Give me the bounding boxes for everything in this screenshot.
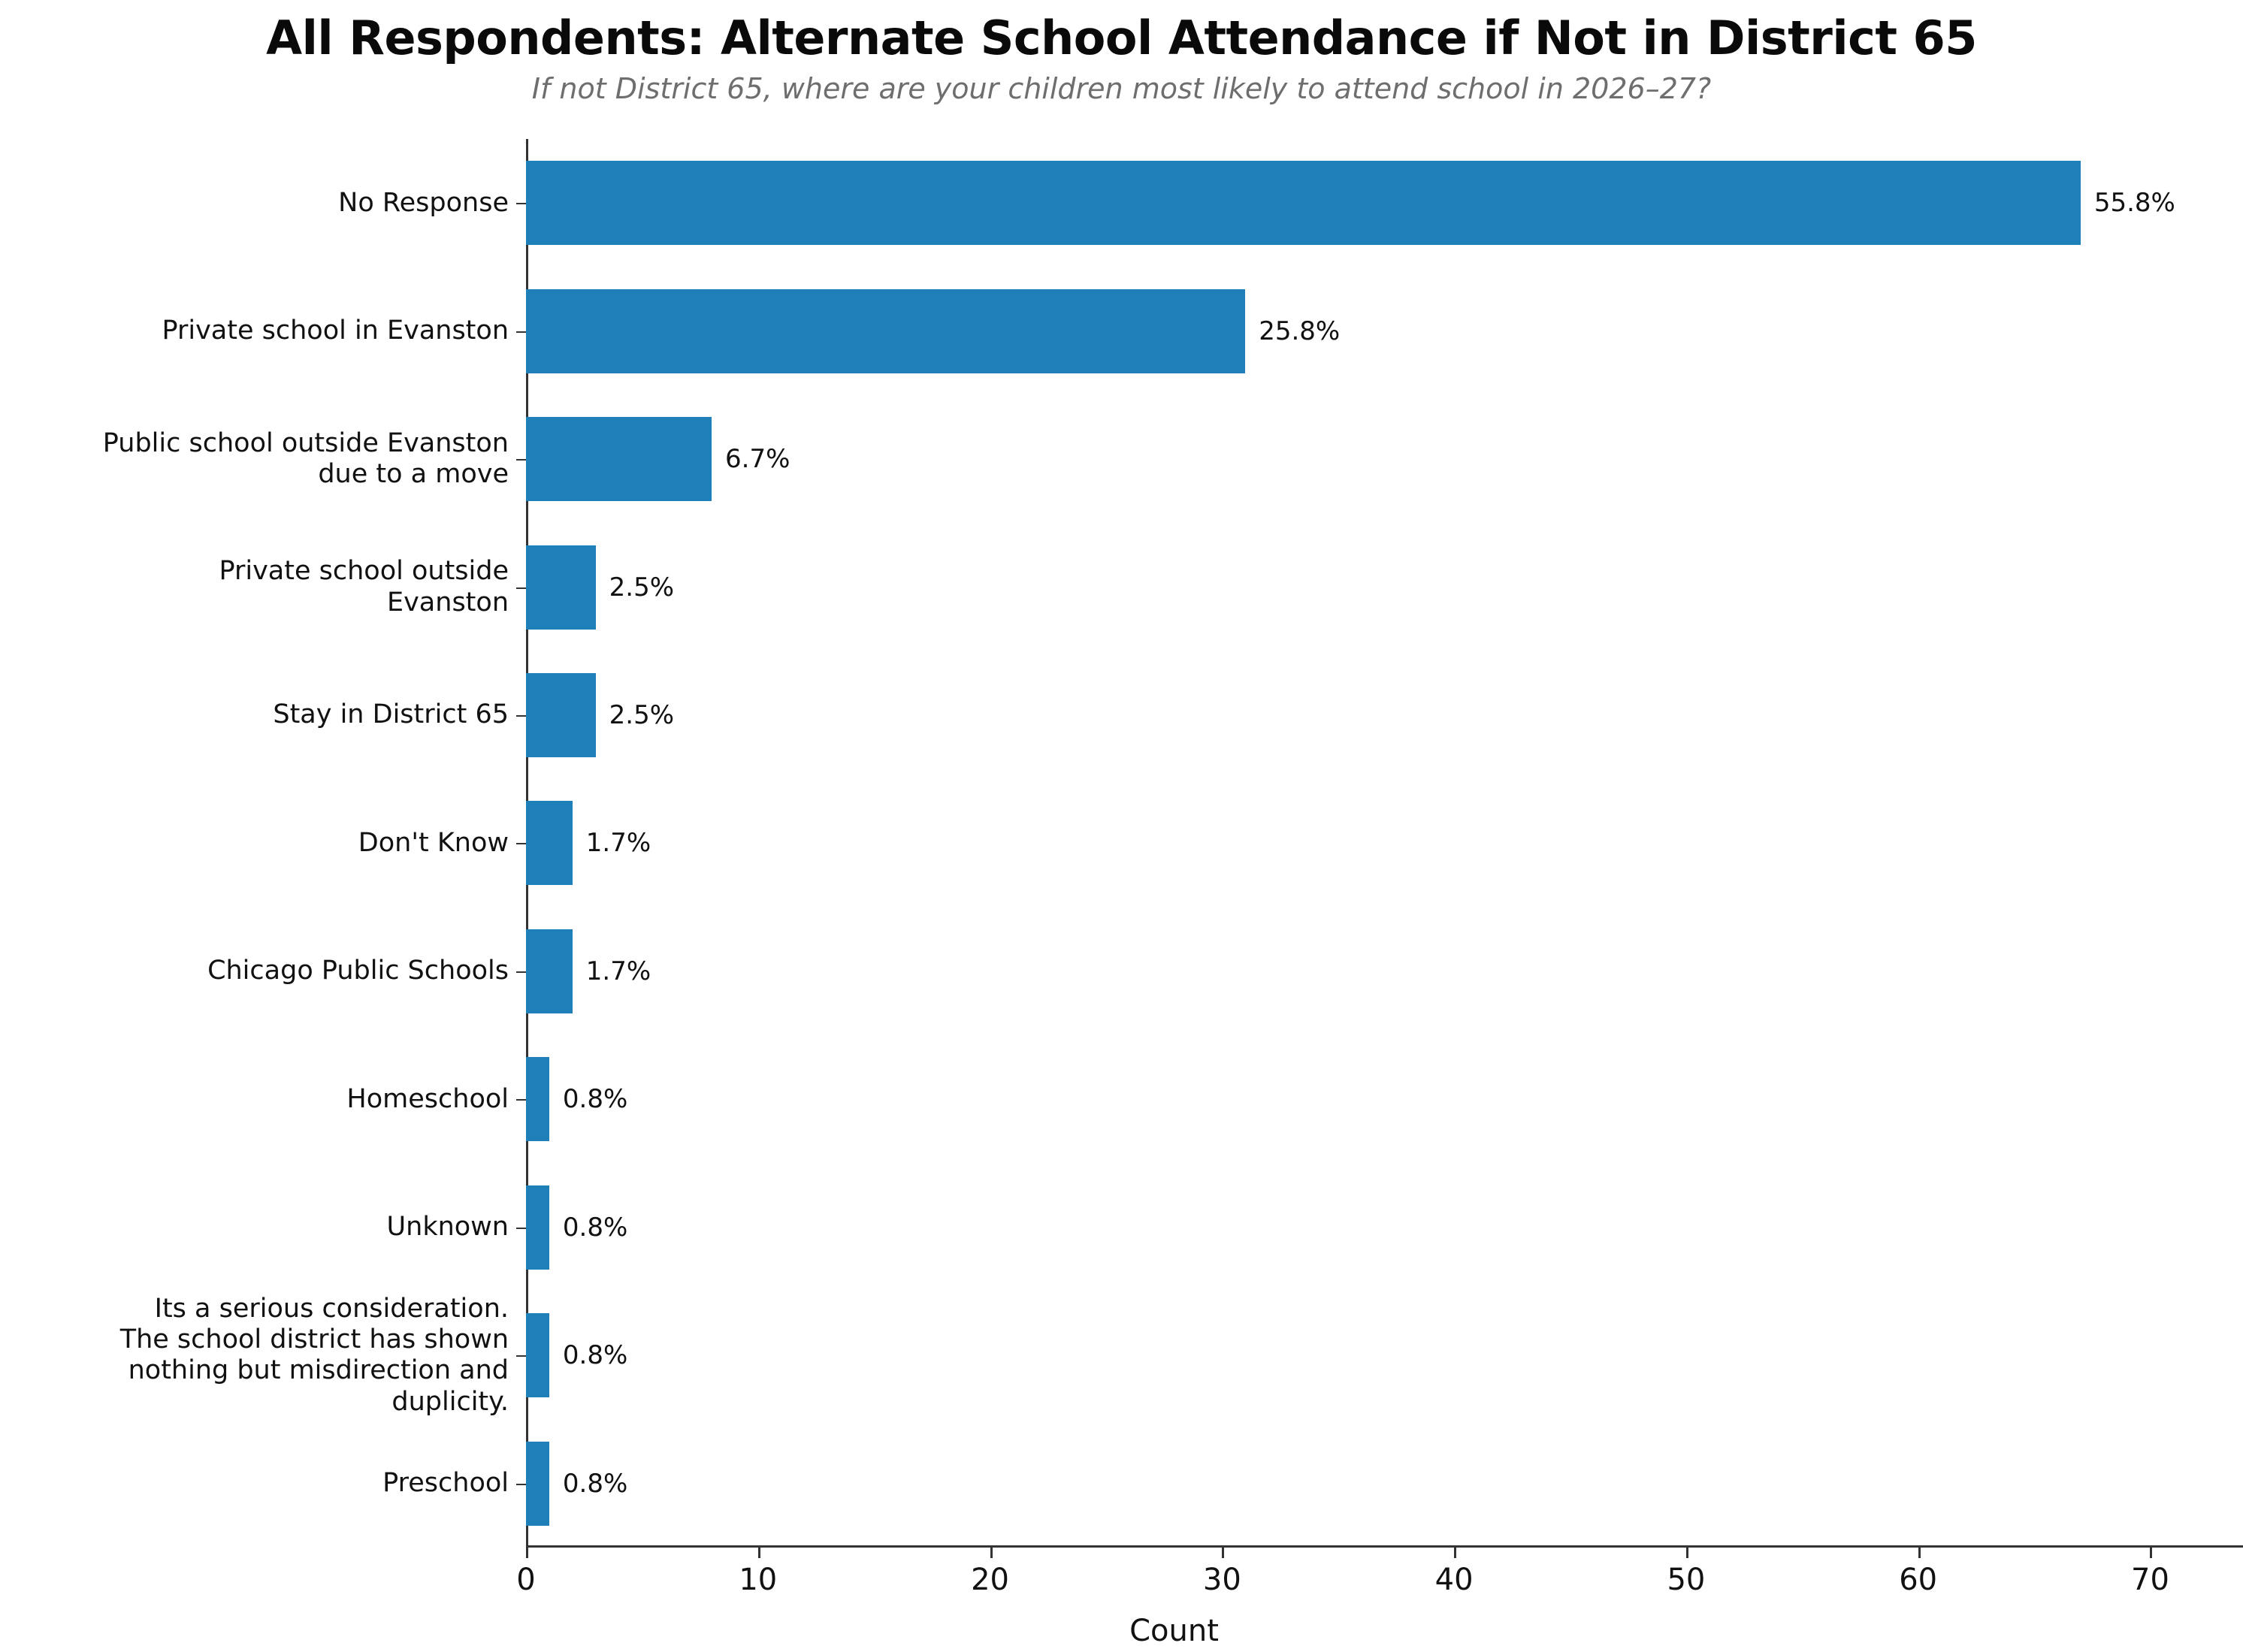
x-axis-tick-label: 30 bbox=[1202, 1563, 1241, 1597]
x-axis-tick bbox=[1222, 1548, 1224, 1558]
y-axis-tick bbox=[516, 1355, 526, 1357]
bar[interactable] bbox=[526, 545, 596, 630]
chart-title: All Respondents: Alternate School Attendance if Not in District 65 bbox=[266, 11, 1977, 65]
x-axis-title bbox=[0, 1614, 2243, 1648]
bar-row bbox=[338, 139, 2243, 267]
x-axis-tick-label: 50 bbox=[1667, 1563, 1706, 1597]
bar-value-label: 0.8% bbox=[562, 1212, 628, 1243]
bar[interactable] bbox=[526, 1313, 549, 1397]
bar[interactable] bbox=[526, 289, 1245, 373]
bar-value-label: 25.8% bbox=[1259, 316, 1341, 346]
x-axis-tick-label: 60 bbox=[1899, 1563, 1938, 1597]
x-axis-tick bbox=[990, 1548, 993, 1558]
category-label-text: Preschool bbox=[382, 1468, 509, 1499]
bar-row bbox=[382, 1420, 2243, 1548]
y-axis-tick bbox=[516, 203, 526, 204]
bar-row bbox=[219, 523, 2243, 651]
category-label-text: Private school in Evanston bbox=[162, 316, 509, 346]
category-label bbox=[0, 1291, 509, 1419]
y-axis-tick bbox=[516, 843, 526, 844]
bar-row bbox=[346, 1035, 2243, 1163]
bar[interactable] bbox=[526, 929, 573, 1013]
x-axis-tick bbox=[1454, 1548, 1456, 1558]
bar[interactable] bbox=[526, 161, 2081, 245]
category-label bbox=[0, 267, 509, 394]
x-axis-tick bbox=[1686, 1548, 1688, 1558]
bar-row bbox=[162, 267, 2243, 394]
y-axis-tick bbox=[516, 1228, 526, 1229]
bar-value-label: 2.5% bbox=[609, 572, 675, 603]
y-axis-tick bbox=[516, 715, 526, 717]
x-axis-tick-label: 0 bbox=[516, 1563, 536, 1597]
bar[interactable] bbox=[526, 1185, 549, 1270]
bar-value-label: 55.8% bbox=[2093, 188, 2175, 219]
category-label bbox=[0, 1035, 509, 1163]
bar-row bbox=[119, 1291, 2243, 1419]
plot-area bbox=[102, 139, 2243, 1548]
category-label bbox=[0, 1420, 509, 1548]
bar-value-label: 0.8% bbox=[562, 1468, 628, 1499]
x-axis-tick-label: 70 bbox=[2131, 1563, 2169, 1597]
category-label-text: No Response bbox=[338, 187, 509, 218]
category-label-text: Unknown bbox=[386, 1212, 509, 1243]
bar-row bbox=[358, 779, 2243, 907]
category-label bbox=[0, 523, 509, 651]
bar-value-label: 0.8% bbox=[562, 1340, 628, 1371]
bar[interactable] bbox=[526, 1442, 549, 1526]
x-axis-tick bbox=[2150, 1548, 2152, 1558]
y-axis-tick bbox=[516, 1099, 526, 1101]
bar-row bbox=[102, 395, 2243, 523]
bars-layer bbox=[102, 139, 2243, 1548]
bar-row bbox=[273, 651, 2243, 779]
category-label bbox=[0, 395, 509, 523]
bar-value-label: 2.5% bbox=[609, 700, 675, 731]
x-axis-tick bbox=[758, 1548, 760, 1558]
category-label bbox=[0, 1164, 509, 1291]
bar-value-label: 1.7% bbox=[585, 828, 651, 859]
x-axis-tick-label: 40 bbox=[1434, 1563, 1474, 1597]
x-axis-title-text: Count bbox=[1129, 1614, 1219, 1648]
category-label-text: Private school outside Evanston bbox=[219, 556, 509, 618]
bar-value-label: 6.7% bbox=[725, 444, 790, 475]
bar-row bbox=[207, 908, 2243, 1035]
x-axis-tick-label: 10 bbox=[739, 1563, 778, 1597]
bar-row bbox=[386, 1164, 2243, 1291]
bar[interactable] bbox=[526, 1057, 549, 1141]
y-axis-tick bbox=[516, 587, 526, 589]
x-axis-tick bbox=[1918, 1548, 1921, 1558]
chart-subtitle: If not District 65, where are your children most likely to attend school in 2026–27? bbox=[531, 72, 1712, 105]
x-axis-tick-label: 20 bbox=[971, 1563, 1010, 1597]
bar-value-label: 1.7% bbox=[585, 956, 651, 986]
y-axis-tick bbox=[516, 459, 526, 461]
bar-value-label: 0.8% bbox=[562, 1084, 628, 1115]
category-label bbox=[0, 908, 509, 1035]
category-label-text: Public school outside Evanston due to a move bbox=[102, 427, 509, 490]
category-label-text: Stay in District 65 bbox=[273, 699, 509, 730]
bar[interactable] bbox=[526, 417, 712, 501]
category-label bbox=[0, 779, 509, 907]
category-label-text: Homeschool bbox=[346, 1083, 509, 1114]
y-axis-tick bbox=[516, 1484, 526, 1485]
category-label-text: Don't Know bbox=[358, 827, 509, 858]
category-label-text: Chicago Public Schools bbox=[207, 956, 509, 986]
category-label bbox=[0, 651, 509, 779]
y-axis-tick bbox=[516, 331, 526, 333]
category-label-text: Its a serious consideration. The school district has shown nothing but misdirection and duplicity. bbox=[119, 1293, 509, 1417]
y-axis-tick bbox=[516, 971, 526, 973]
x-axis-tick bbox=[526, 1548, 528, 1558]
bar[interactable] bbox=[526, 801, 573, 885]
category-label bbox=[0, 139, 509, 267]
bar[interactable] bbox=[526, 673, 596, 757]
